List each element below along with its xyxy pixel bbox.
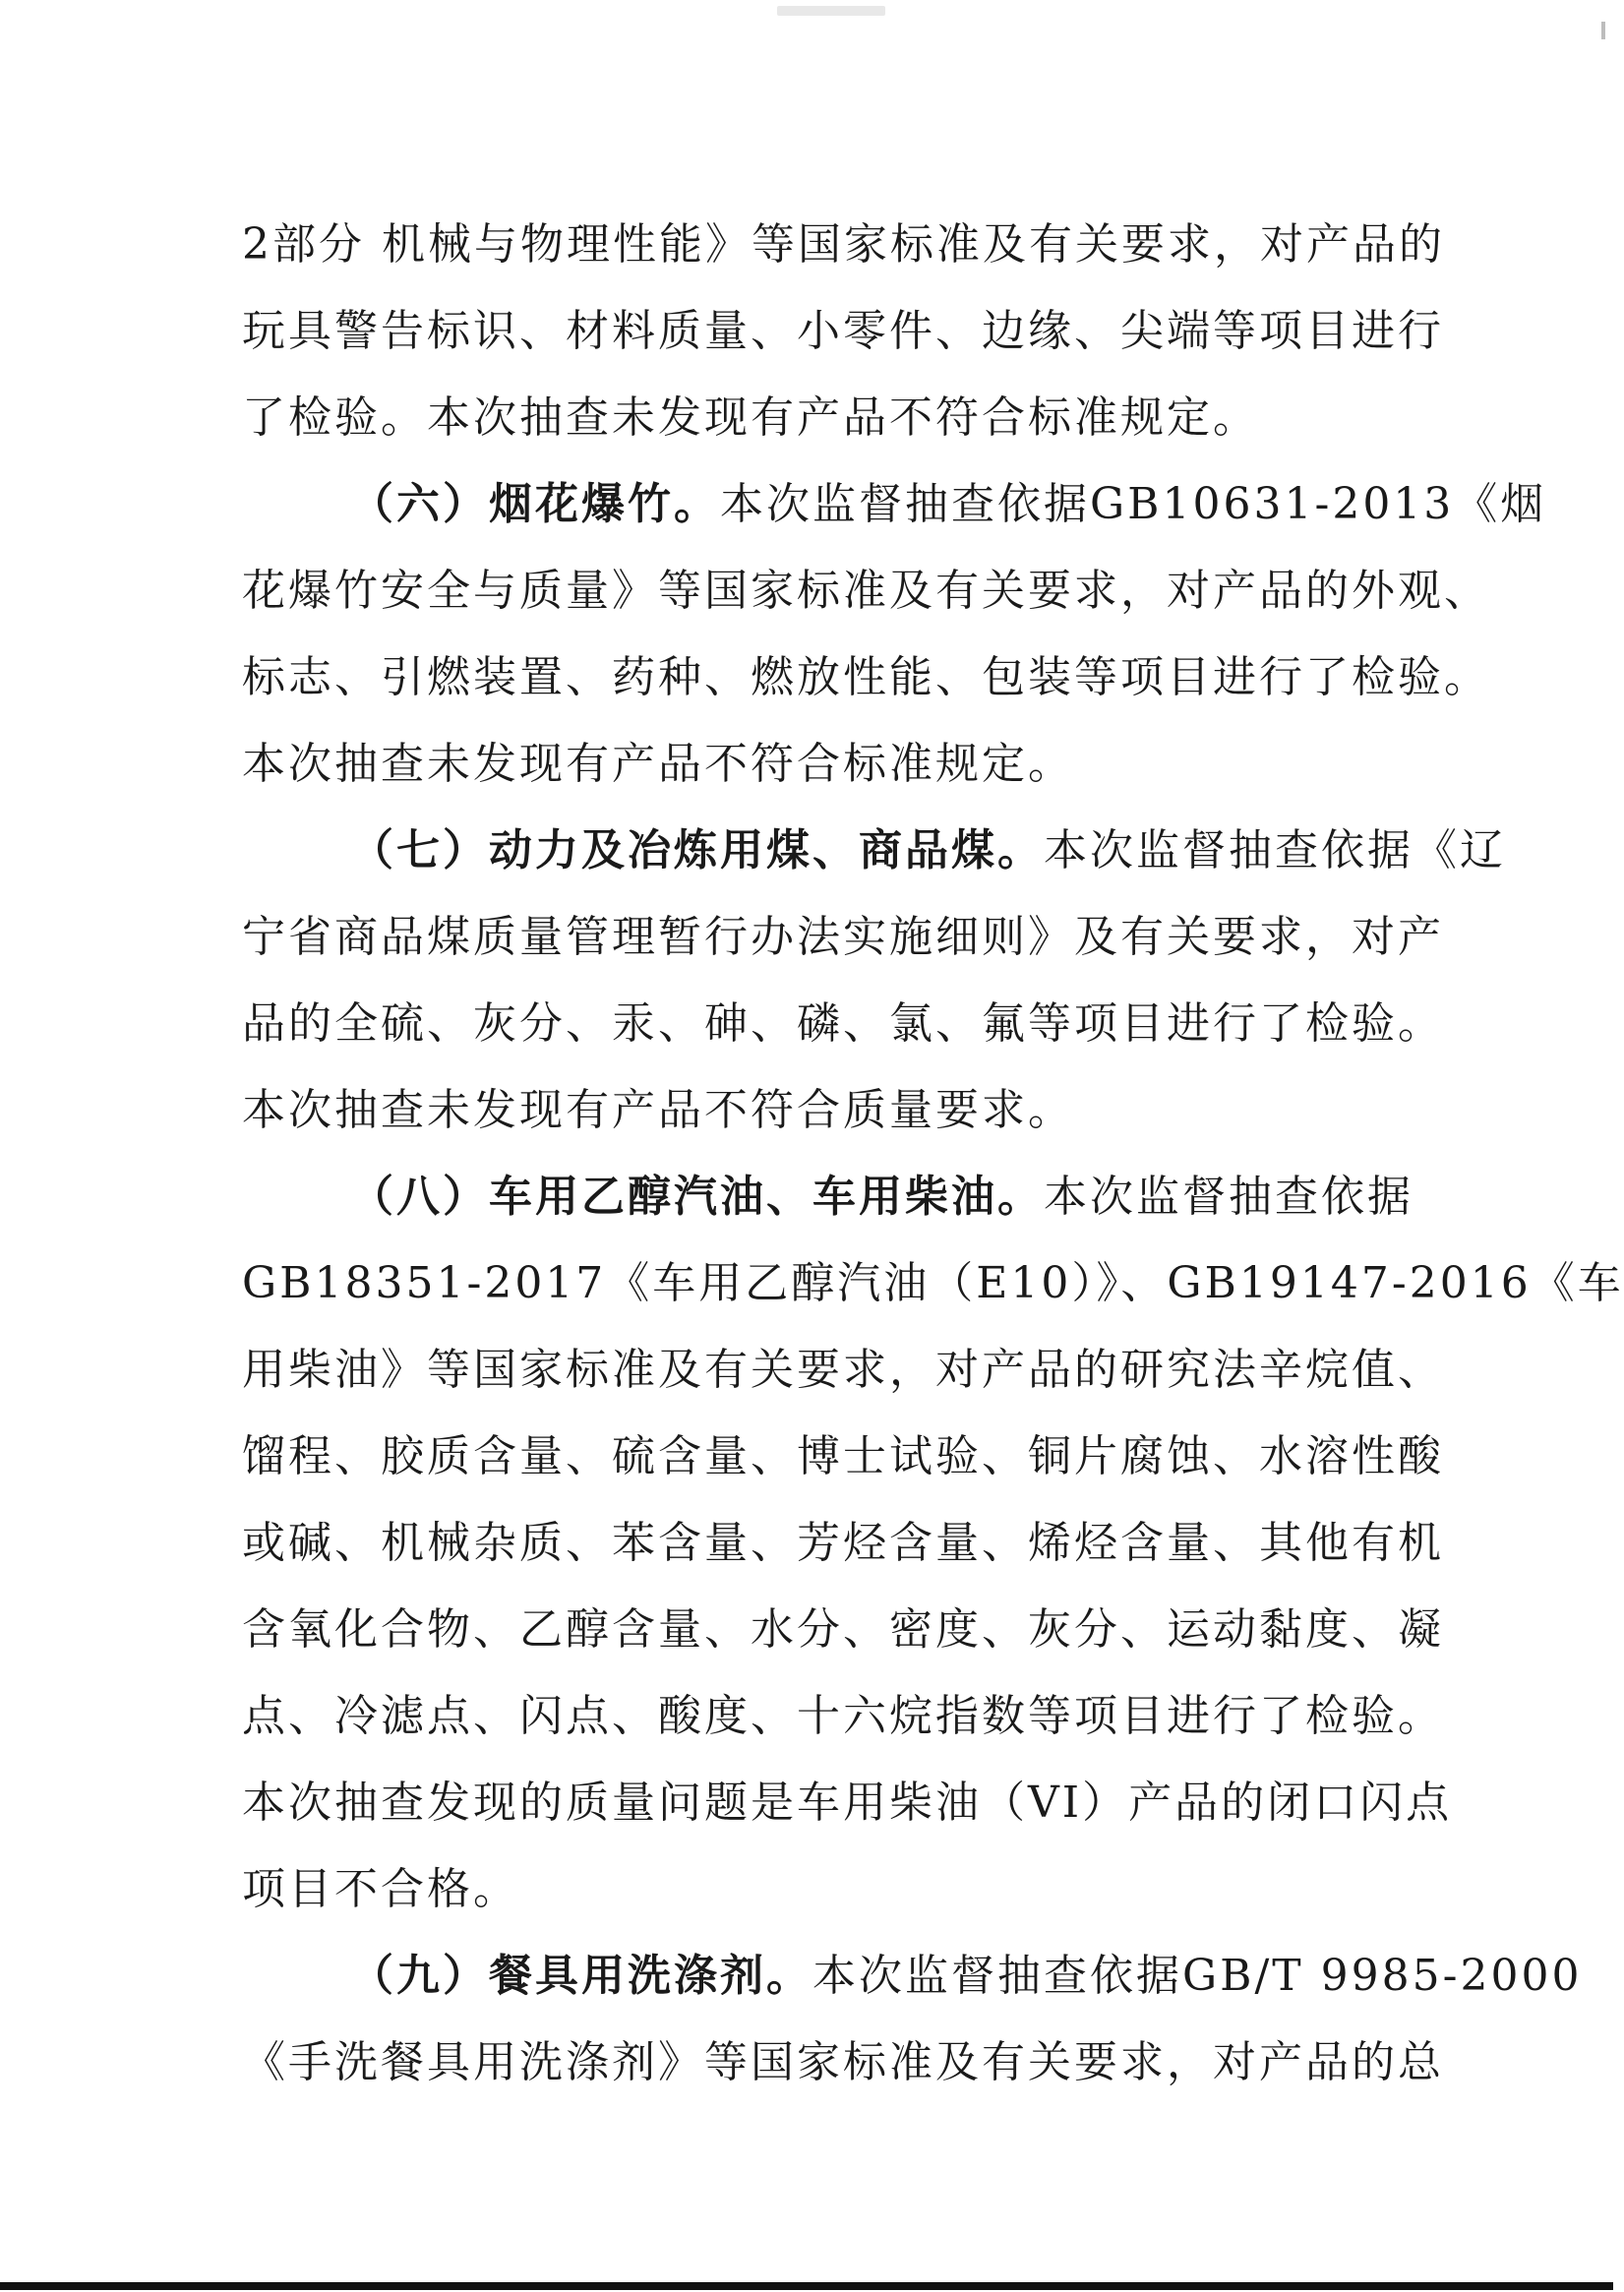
text-line: GB18351-2017《车用乙醇汽油（E10）》、GB19147-2016《车 [242, 1258, 1624, 1308]
text-line: 玩具警告标识、材料质量、小零件、边缘、尖端等项目进行 [242, 306, 1444, 356]
section-heading-fireworks: （六）烟花爆竹。 [350, 479, 720, 529]
section-heading-coal: （七）动力及冶炼用煤、商品煤。 [350, 825, 1044, 875]
text-line: 花爆竹安全与质量》等国家标准及有关要求，对产品的外观、 [242, 566, 1490, 616]
text-line: 2部分 机械与物理性能》等国家标准及有关要求，对产品的 [242, 219, 1445, 270]
text-line: 品的全硫、灰分、汞、砷、磷、氯、氟等项目进行了检验。 [242, 998, 1444, 1049]
scan-bottom-edge [0, 2282, 1613, 2290]
text-line: 本次抽查发现的质量问题是车用柴油（VI）产品的闭口闪点 [242, 1778, 1453, 1828]
section-heading-line: （七）动力及冶炼用煤、商品煤。本次监督抽查依据《辽 [350, 825, 1506, 875]
text-line: 或碱、机械杂质、苯含量、芳烃含量、烯烃含量、其他有机 [242, 1518, 1444, 1568]
text-line: 本次抽查未发现有产品不符合质量要求。 [242, 1085, 1074, 1135]
section-heading-fuel: （八）车用乙醇汽油、车用柴油。 [350, 1172, 1044, 1222]
text-line: 馏程、胶质含量、硫含量、博士试验、铜片腐蚀、水溶性酸 [242, 1431, 1444, 1481]
scan-artifact-edge [1601, 22, 1605, 39]
body-text [242, 202, 1624, 2106]
text-line: 用柴油》等国家标准及有关要求，对产品的研究法辛烷值、 [242, 1345, 1444, 1395]
section-heading-line: （六）烟花爆竹。本次监督抽查依据GB10631-2013《烟 [350, 479, 1547, 529]
section-heading-detergent: （九）餐具用洗涤剂。 [350, 1951, 812, 2001]
scan-artifact [777, 6, 885, 16]
text-line: 标志、引燃装置、药种、燃放性能、包装等项目进行了检验。 [242, 652, 1490, 702]
section-heading-line: （八）车用乙醇汽油、车用柴油。本次监督抽查依据 [350, 1172, 1413, 1222]
text-line: 本次抽查未发现有产品不符合标准规定。 [242, 739, 1074, 789]
text-line: 《手洗餐具用洗涤剂》等国家标准及有关要求，对产品的总 [242, 2037, 1444, 2087]
section-heading-line: （九）餐具用洗涤剂。本次监督抽查依据GB/T 9985-2000 [350, 1951, 1583, 2001]
text-line: 含氧化合物、乙醇含量、水分、密度、灰分、运动黏度、凝 [242, 1604, 1444, 1655]
text-line: 宁省商品煤质量管理暂行办法实施细则》及有关要求，对产 [242, 912, 1444, 962]
text-line: 了检验。本次抽查未发现有产品不符合标准规定。 [242, 392, 1259, 443]
text-line: 点、冷滤点、闪点、酸度、十六烷指数等项目进行了检验。 [242, 1691, 1444, 1741]
text-line: 项目不合格。 [242, 1864, 519, 1914]
